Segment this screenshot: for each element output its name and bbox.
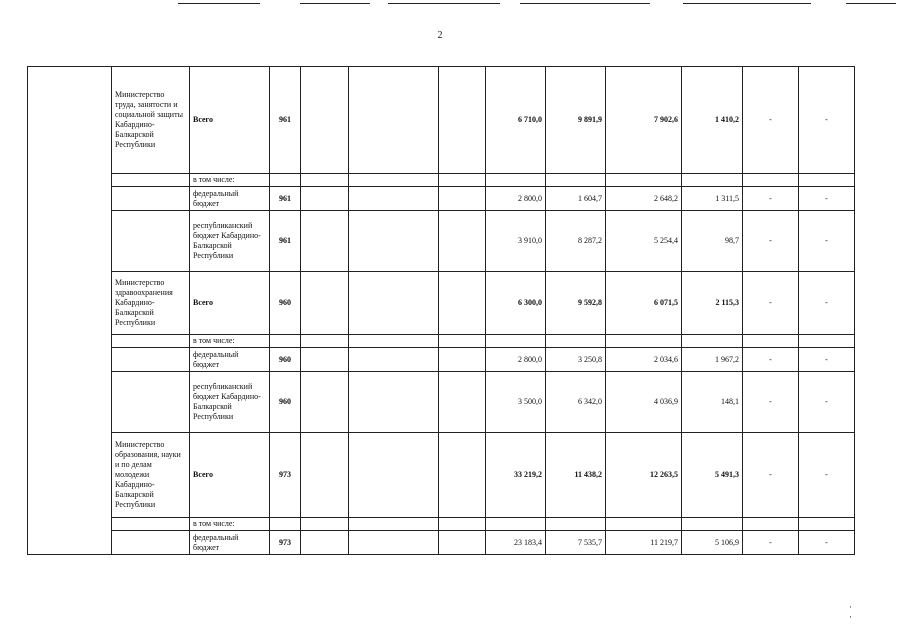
budget-code: 960: [270, 348, 301, 372]
agency-name: Министерство труда, занятости и социальной защиты Кабардино-Балкарской Республики: [112, 67, 190, 174]
value-cell: 33 219,2: [486, 433, 546, 518]
value-cell: -: [743, 272, 799, 335]
table-row: [28, 272, 855, 335]
value-cell: -: [743, 211, 799, 272]
value-cell: -: [743, 187, 799, 211]
table-row: [28, 372, 855, 433]
row-label: Всего: [190, 433, 270, 518]
value-cell: 6 071,5: [606, 272, 682, 335]
value-cell: -: [799, 372, 855, 433]
value-cell: -: [799, 433, 855, 518]
value-cell: -: [799, 67, 855, 174]
value-cell: 11 219,7: [606, 531, 682, 555]
value-cell: 1 410,2: [682, 67, 743, 174]
value-cell: 3 500,0: [486, 372, 546, 433]
row-label: Всего: [190, 272, 270, 335]
row-label: в том числе:: [190, 518, 270, 531]
value-cell: -: [743, 372, 799, 433]
value-cell: 7 902,6: [606, 67, 682, 174]
budget-code: 961: [270, 67, 301, 174]
scan-specks: · ·: [849, 602, 874, 622]
value-cell: 12 263,5: [606, 433, 682, 518]
budget-code: 960: [270, 372, 301, 433]
budget-code: 961: [270, 211, 301, 272]
value-cell: -: [799, 348, 855, 372]
table-row: [28, 67, 855, 174]
value-cell: 1 311,5: [682, 187, 743, 211]
value-cell: -: [743, 433, 799, 518]
value-cell: 2 115,3: [682, 272, 743, 335]
budget-code: 961: [270, 187, 301, 211]
value-cell: -: [743, 531, 799, 555]
agency-name: Министерство здравоохранения Кабардино-Балкарской Республики: [112, 272, 190, 335]
value-cell: 5 491,3: [682, 433, 743, 518]
table-row: [28, 335, 855, 348]
header-rule: [178, 3, 260, 4]
header-rule: [520, 3, 650, 4]
agency-name: Министерство образования, науки и по делам молодежи Кабардино-Балкарской Республики: [112, 433, 190, 518]
value-cell: 8 287,2: [546, 211, 606, 272]
value-cell: 9 891,9: [546, 67, 606, 174]
row-label: федеральный бюджет: [190, 348, 270, 372]
value-cell: 9 592,8: [546, 272, 606, 335]
value-cell: 2 034,6: [606, 348, 682, 372]
value-cell: 1 604,7: [546, 187, 606, 211]
table-row: [28, 174, 855, 187]
value-cell: -: [799, 187, 855, 211]
value-cell: -: [743, 67, 799, 174]
value-cell: -: [799, 211, 855, 272]
value-cell: 7 535,7: [546, 531, 606, 555]
header-rule: [300, 3, 370, 4]
value-cell: -: [743, 348, 799, 372]
value-cell: 6 300,0: [486, 272, 546, 335]
row-label: в том числе:: [190, 335, 270, 348]
table-row: [28, 211, 855, 272]
row-label: в том числе:: [190, 174, 270, 187]
value-cell: -: [799, 272, 855, 335]
row-label: федеральный бюджет: [190, 531, 270, 555]
value-cell: 3 910,0: [486, 211, 546, 272]
value-cell: 2 800,0: [486, 187, 546, 211]
header-rule: [388, 3, 500, 4]
budget-table: [27, 66, 855, 555]
value-cell: 2 800,0: [486, 348, 546, 372]
table-row: [28, 531, 855, 555]
header-rule: [846, 3, 896, 4]
budget-code: 973: [270, 531, 301, 555]
value-cell: 148,1: [682, 372, 743, 433]
value-cell: 2 648,2: [606, 187, 682, 211]
value-cell: -: [799, 531, 855, 555]
value-cell: 6 342,0: [546, 372, 606, 433]
value-cell: 4 036,9: [606, 372, 682, 433]
table-row: [28, 433, 855, 518]
value-cell: 98,7: [682, 211, 743, 272]
table-row: [28, 518, 855, 531]
value-cell: 23 183,4: [486, 531, 546, 555]
value-cell: 5 254,4: [606, 211, 682, 272]
row-label: республиканский бюджет Кабардино-Балкарской Республики: [190, 372, 270, 433]
value-cell: 5 106,9: [682, 531, 743, 555]
row-label: федеральный бюджет: [190, 187, 270, 211]
program-cell: [28, 67, 112, 555]
value-cell: 6 710,0: [486, 67, 546, 174]
value-cell: 3 250,8: [546, 348, 606, 372]
table-row: [28, 348, 855, 372]
row-label: Всего: [190, 67, 270, 174]
value-cell: 11 438,2: [546, 433, 606, 518]
header-rule: [683, 3, 811, 4]
page-number: 2: [437, 30, 443, 41]
budget-code: 960: [270, 272, 301, 335]
value-cell: 1 967,2: [682, 348, 743, 372]
row-label: республиканский бюджет Кабардино-Балкарской Республики: [190, 211, 270, 272]
table-row: [28, 187, 855, 211]
budget-code: 973: [270, 433, 301, 518]
